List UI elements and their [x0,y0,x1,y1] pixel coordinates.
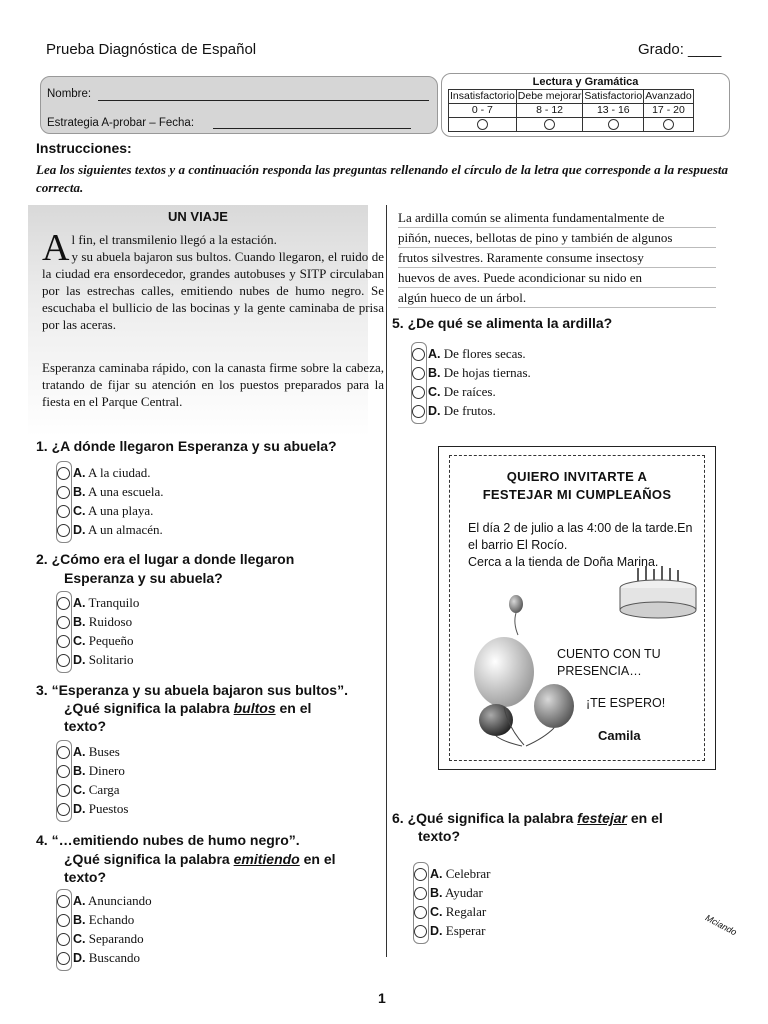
q3-option-b[interactable]: B. Dinero [57,761,125,780]
key-word: festejar [577,810,627,826]
squirrel-line: frutos silvestres. Raramente consume insectosy [398,248,716,268]
story-p1-rest: el ruido de la ciudad era ensordecedor, grandes autobuses y SITP circulaban por las estrechas calles, emitiendo nubes de humo negro. Se escuchaba el bullicio de las bocinas y la gente caminaba de prisa por las aceras. [42,249,385,332]
story-title: UN VIAJE [168,209,228,224]
estrategia-label: Estrategia A-probar – Fecha: [47,117,195,129]
q4-option-c[interactable]: C. Separando [57,929,144,948]
story-paragraph-1 [42,227,385,333]
story-line-2: y su abuela bajaron sus bultos. Cuando llegaron, [71,249,325,264]
nombre-label: Nombre: [47,88,92,100]
level-circle[interactable] [644,118,694,132]
fecha-line[interactable] [213,128,411,129]
score-table [448,89,694,132]
level-name: Satisfactorio [584,90,643,102]
q6-option-b[interactable]: B. Ayudar [414,883,483,902]
page-title: Prueba Diagnóstica de Español [46,41,257,58]
question-3-line-3: texto? [64,718,106,734]
level-name: Avanzado [645,90,692,102]
level-circle[interactable] [449,118,517,132]
dropcap: A [42,227,70,269]
q1-option-d[interactable]: D. A un almacén. [57,520,163,539]
page-number: 1 [378,990,386,1006]
invitation-details: El día 2 de julio a las 4:00 de la tarde.En el barrio El Rocío. Cerca a la tienda de Doña Marina. [468,521,693,569]
q5-option-b[interactable]: B. De hojas tiernas. [412,363,531,382]
q1-option-c[interactable]: C. A una playa. [57,501,153,520]
key-word: emitiendo [233,851,300,867]
score-box [441,73,730,137]
invitation-cuento: CUENTO CON TU PRESENCIA… [557,647,661,678]
question-4-line-2: ¿Qué significa la palabra emitiendo en el [64,851,336,867]
signature-mark: Mciando [703,912,739,938]
instructions-text: Lea los siguientes textos y a continuación responda las preguntas rellenando el círculo de la letra que corresponde a la respuesta correcta. [36,162,728,195]
level-circle[interactable] [583,118,644,132]
question-3-line-2: ¿Qué significa la palabra bultos en el [64,700,312,716]
column-divider [386,205,387,957]
question-1: 1. ¿A dónde llegaron Esperanza y su abuela? [36,438,337,454]
level-circle[interactable] [516,118,583,132]
q5-option-c[interactable]: C. De raíces. [412,382,496,401]
q2-option-a[interactable]: A. Tranquilo [57,593,139,612]
question-4-line-1: 4. “…emitiendo nubes de humo negro”. [36,832,300,848]
squirrel-line: huevos de aves. Puede acondicionar su nido en [398,268,716,288]
q2-option-c[interactable]: C. Pequeño [57,631,134,650]
q2-option-d[interactable]: D. Solitario [57,650,134,669]
squirrel-text [398,208,716,308]
story-line-1: l fin, el transmilenio llegó a la estación. [71,232,277,247]
q6-option-c[interactable]: C. Regalar [414,902,486,921]
question-2-line-1: 2. ¿Cómo era el lugar a donde llegaron [36,551,295,567]
question-4-line-3: texto? [64,869,106,885]
question-2-line-2: Esperanza y su abuela? [64,570,223,586]
invitation-signature-name: Camila [598,728,641,743]
q4-option-b[interactable]: B. Echando [57,910,134,929]
nombre-line[interactable] [98,100,429,101]
q5-option-d[interactable]: D. De frutos. [412,401,496,420]
invitation-card [438,446,716,770]
level-range: 13 - 16 [583,104,644,118]
story-paragraph-2: Esperanza caminaba rápido, con la canasta firme sobre la cabeza, tratando de fijar su atención en los puestos preparados para la fiesta en el Parque Central. [42,360,384,409]
squirrel-line: La ardilla común se alimenta fundamentalmente de [398,208,716,228]
level-range: 0 - 7 [449,104,517,118]
q1-option-b[interactable]: B. A una escuela. [57,482,164,501]
q1-option-a[interactable]: A. A la ciudad. [57,463,151,482]
key-word: bultos [233,700,276,716]
question-3-line-1: 3. “Esperanza y su abuela bajaron sus bultos”. [36,682,348,698]
q4-option-d[interactable]: D. Buscando [57,948,140,967]
q3-option-c[interactable]: C. Carga [57,780,120,799]
level-range: 8 - 12 [516,104,583,118]
q3-option-a[interactable]: A. Buses [57,742,120,761]
question-6-line-1: 6. ¿Qué significa la palabra festejar en el [392,810,663,826]
q6-option-d[interactable]: D. Esperar [414,921,485,940]
q4-option-a[interactable]: A. Anunciando [57,891,152,910]
level-name: Insatisfactorio [450,90,515,102]
q3-option-d[interactable]: D. Puestos [57,799,128,818]
q5-option-a[interactable]: A. De flores secas. [412,344,526,363]
question-5: 5. ¿De qué se alimenta la ardilla? [392,315,613,331]
instructions-heading: Instrucciones: [36,140,132,156]
story-box [28,205,385,437]
squirrel-line: piñón, nueces, bellotas de pino y también de algunos [398,228,716,248]
squirrel-line: algún hueco de un árbol. [398,288,716,308]
student-info-box [40,76,438,134]
cake-icon [618,564,700,624]
q6-option-a[interactable]: A. Celebrar [414,864,491,883]
score-title: Lectura y Gramática [532,76,639,88]
invitation-dashed-border [449,455,705,761]
invitation-title: QUIERO INVITARTE A FESTEJAR MI CUMPLEAÑOS [482,469,672,502]
level-range: 17 - 20 [644,104,694,118]
level-name: Debe mejorar [517,90,582,102]
invitation-espero: ¡TE ESPERO! [586,696,666,710]
grado-label: Grado: ____ [638,41,722,58]
question-6-line-2: texto? [418,828,460,844]
q2-option-b[interactable]: B. Ruidoso [57,612,132,631]
